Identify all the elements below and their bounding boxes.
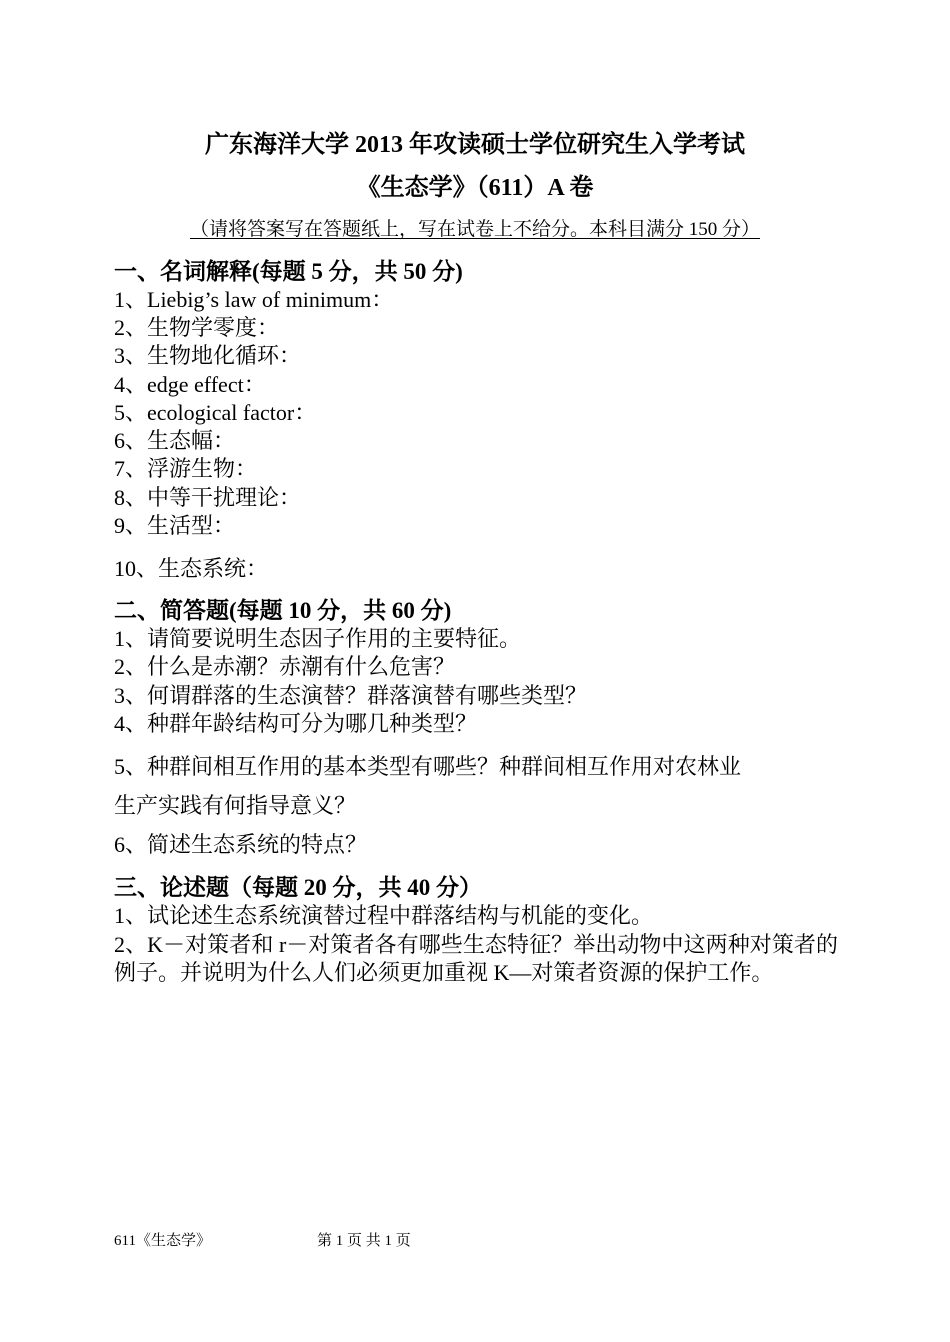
section2-item-2: 2、什么是赤潮？赤潮有什么危害？: [114, 654, 456, 679]
footer-page-number: 第 1 页 共 1 页: [317, 1233, 411, 1249]
exam-title: 广东海洋大学 2013 年攻读硕士学位研究生入学考试: [205, 132, 745, 158]
section3-item-1: 1、试论述生态系统演替过程中群落结构与机能的变化。: [114, 903, 654, 928]
section1-item-4: 4、edge effect：: [114, 372, 266, 397]
section2-item-5-continued: 生产实践有何指导意义？: [114, 793, 357, 818]
section3-heading: 三、论述题（每题 20 分，共 40 分）: [114, 875, 482, 900]
section1-item-10: 10、生态系统：: [114, 556, 269, 581]
section3-item-2: 2、K－对策者和 r－对策者各有哪些生态特征？举出动物中这两种对策者的例子。并说明为什么人们必须更加重视 K—对策者资源的保护工作。: [114, 932, 838, 985]
section2-item-3: 3、何谓群落的生态演替？群落演替有哪些类型？: [114, 683, 588, 708]
section2-item-4: 4、种群年龄结构可分为哪几种类型？: [114, 711, 478, 736]
section2-heading: 二、简答题(每题 10 分，共 60 分): [114, 598, 452, 623]
section1-item-1: 1、Liebig’s law of minimum：: [114, 287, 394, 312]
section1-item-6: 6、生态幅：: [114, 428, 236, 453]
section1-heading: 一、名词解释(每题 5 分，共 50 分): [114, 259, 463, 284]
section1-item-8: 8、中等干扰理论：: [114, 485, 302, 510]
exam-instruction: [0, 217, 950, 243]
section1-item-9: 9、生活型：: [114, 513, 236, 538]
section2-item-6: 6、简述生态系统的特点？: [114, 832, 368, 857]
footer-course: 611《生态学》: [114, 1233, 211, 1249]
section2-item-5: 5、种群间相互作用的基本类型有哪些？种群间相互作用对农林业: [114, 754, 742, 779]
section1-item-3: 3、生物地化循环：: [114, 343, 302, 368]
exam-subtitle: 《生态学》（611）A 卷: [356, 175, 594, 201]
section2-item-1: 1、请简要说明生态因子作用的主要特征。: [114, 626, 522, 651]
section1-item-5: 5、ecological factor：: [114, 400, 317, 425]
section1-item-2: 2、生物学零度：: [114, 315, 280, 340]
exam-instruction-text: （请将答案写在答题纸上，写在试卷上不给分。本科目满分 150 分）: [189, 219, 760, 240]
section1-item-7: 7、浮游生物：: [114, 456, 258, 481]
